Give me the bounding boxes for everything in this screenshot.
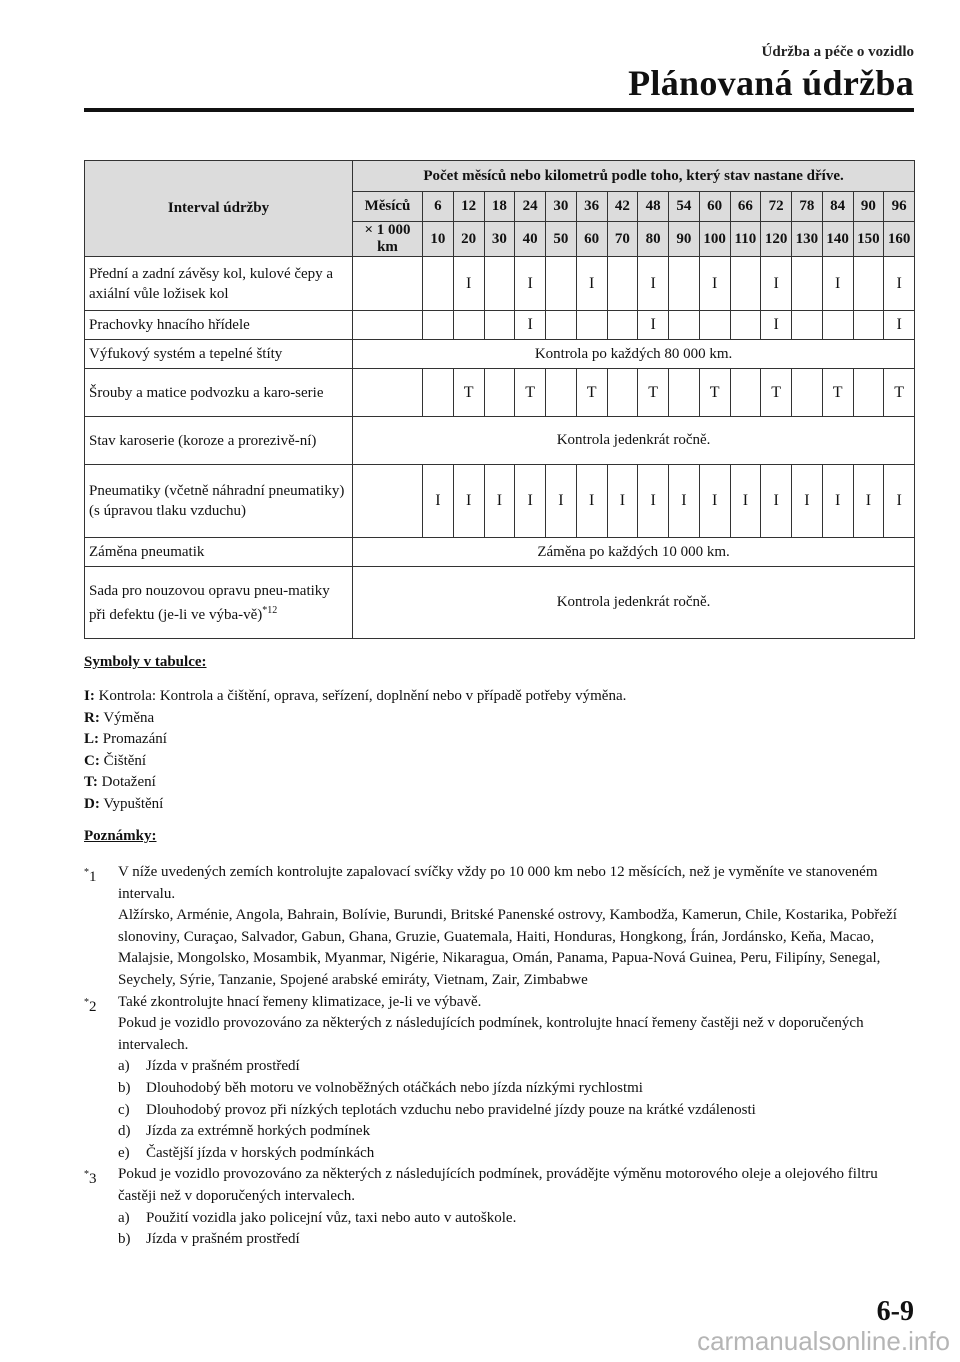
schedule-cell: T (699, 369, 730, 417)
note-mark: * (84, 996, 89, 1008)
note-paragraph: Pokud je vozidlo provozováno za některých z následujících podmínek, provádějte výměnu motorového oleje a olejového filtru častěji než v doporučených intervalech. (118, 1166, 878, 1204)
schedule-cell (546, 369, 577, 417)
month-col-header: 78 (792, 192, 823, 222)
schedule-cell: T (884, 369, 915, 417)
schedule-cell (423, 311, 454, 340)
symbols-list (84, 686, 626, 815)
schedule-cell (546, 257, 577, 311)
schedule-cell: T (761, 369, 792, 417)
schedule-cell: I (423, 465, 454, 538)
schedule-cell (730, 311, 761, 340)
table-row (85, 465, 915, 538)
row-label-text: Přední a zadní závěsy kol, kulové čepy a axiální vůle ložisek kol (89, 265, 334, 302)
row-label-text: Šrouby a matice podvozku a karo-serie (89, 384, 324, 401)
symbol-text: Čištění (103, 752, 147, 769)
schedule-cell (822, 311, 853, 340)
schedule-cell (730, 369, 761, 417)
note-sub-item (118, 1100, 914, 1122)
page-title: Plánovaná údržba (628, 63, 914, 103)
schedule-cell: I (453, 465, 484, 538)
schedule-cell (607, 257, 638, 311)
note-num-text: 3 (89, 1171, 97, 1188)
month-col-header: 54 (669, 192, 700, 222)
symbol-code: L: (84, 731, 99, 747)
km-col-header: 150 (853, 222, 884, 257)
schedule-cell: T (576, 369, 607, 417)
table-row (85, 417, 915, 465)
schedule-cell (423, 257, 454, 311)
sub-letter: b) (118, 1079, 131, 1096)
schedule-cell: I (761, 257, 792, 311)
watermark: carmanualsonline.info (697, 1326, 950, 1356)
month-col-header: 30 (546, 192, 577, 222)
months-label: Měsíců (353, 192, 423, 222)
note-mark: * (84, 867, 89, 878)
km-col-header: 30 (484, 222, 515, 257)
schedule-cell: I (638, 311, 669, 340)
symbol-text: Dotažení (101, 774, 156, 790)
schedule-cell: I (730, 465, 761, 538)
schedule-cell (669, 257, 700, 311)
row-label-text: Sada pro nouzovou opravu pneu-matiky při defektu (je-li ve výba-vě) (89, 582, 330, 623)
month-col-header: 48 (638, 192, 669, 222)
maintenance-schedule-table (84, 160, 915, 639)
sub-letter: d) (118, 1123, 131, 1140)
month-col-header: 90 (853, 192, 884, 222)
row-empty-cell (353, 465, 423, 538)
sub-letter: a) (118, 1209, 130, 1226)
note-number (84, 992, 97, 1019)
row-label (85, 465, 353, 538)
note-sub-item (118, 1143, 914, 1165)
row-empty-cell (353, 311, 423, 340)
schedule-cell (853, 369, 884, 417)
notes-title: Poznámky: (84, 828, 157, 844)
sub-text: Dlouhodobý běh motoru ve volnoběžných otáčkách nebo jízda nízkými rychlostmi (146, 1079, 643, 1096)
sub-text: Jízda v prašném prostředí (146, 1231, 300, 1248)
schedule-cell: T (515, 369, 546, 417)
sub-letter: e) (118, 1144, 130, 1161)
schedule-cell: I (699, 257, 730, 311)
note-item (84, 992, 914, 1165)
schedule-cell (792, 311, 823, 340)
month-col-header: 60 (699, 192, 730, 222)
schedule-cell (607, 311, 638, 340)
schedule-cell: T (822, 369, 853, 417)
schedule-cell: I (699, 465, 730, 538)
table-row (85, 257, 915, 311)
month-col-header: 36 (576, 192, 607, 222)
symbols-title: Symboly v tabulce: (84, 654, 207, 670)
km-col-header: 100 (699, 222, 730, 257)
symbol-text: Výměna (103, 709, 155, 726)
month-col-header: 12 (453, 192, 484, 222)
km-col-header: 110 (730, 222, 761, 257)
row-label (85, 340, 353, 369)
table-row (85, 340, 915, 369)
note-sub-item (118, 1056, 914, 1078)
note-paragraph: Alžírsko, Arménie, Angola, Bahrain, Bolívie, Burundi, Britské Panenské ostrovy, Kambodža, Kamerun, Chile, Kostarika, Pobřeží slonoviny, Curaçao, Salvador, Gabun, Ghana, Gruzie, Guatemala, Haiti, Honduras, Hongkong, Írán, Jordánsko, Keňa, Macao, Malajsie, Mongolsko, Mosambik, Myanmar, Nigérie, Nikaragua, Omán, Panama, Papua-Nová Guinea, Peru, Filipíny, Senegal, Seychely, Sýrie, Tanzanie, Spojené arabské emiráty, Vietnam, Zair, Zimbabwe (118, 907, 897, 988)
schedule-cell: I (576, 257, 607, 311)
row-label-text: Výfukový systém a tepelné štíty (89, 346, 283, 362)
note-sub-item (118, 1208, 914, 1230)
schedule-cell (853, 311, 884, 340)
row-span-text: Kontrola po každých 80 000 km. (353, 340, 915, 369)
sub-text: Jízda za extrémně horkých podmínek (146, 1123, 371, 1140)
symbol-item (84, 772, 626, 794)
schedule-cell (484, 311, 515, 340)
row-label (85, 538, 353, 567)
header-rule (84, 108, 914, 112)
symbol-code: T: (84, 774, 98, 790)
symbol-item (84, 708, 626, 730)
page-number: 6-9 (876, 1296, 914, 1327)
month-col-header: 66 (730, 192, 761, 222)
row-label-text: Pneumatiky (včetně náhradní pneumatiky) (s úpravou tlaku vzduchu) (89, 483, 345, 519)
month-col-header: 6 (423, 192, 454, 222)
note-item (84, 1164, 914, 1250)
schedule-cell: T (638, 369, 669, 417)
row-label-text: Prachovky hnacího hřídele (89, 317, 250, 333)
note-num-text: 2 (89, 998, 97, 1015)
schedule-cell: I (884, 257, 915, 311)
km-col-header: 20 (453, 222, 484, 257)
schedule-cell: I (669, 465, 700, 538)
km-col-header: 40 (515, 222, 546, 257)
schedule-cell: I (884, 465, 915, 538)
symbol-item (84, 729, 626, 751)
symbol-item (84, 686, 626, 708)
row-label (85, 257, 353, 311)
table-row (85, 311, 915, 340)
sub-letter: a) (118, 1058, 130, 1075)
symbol-code: R: (84, 709, 100, 726)
row-label-footnote: *12 (262, 604, 278, 616)
row-label-text: Stav karoserie (koroze a prorezivě-ní) (89, 432, 317, 449)
note-sub-item (118, 1078, 914, 1100)
sub-text: Jízda v prašném prostředí (146, 1058, 300, 1075)
schedule-cell (669, 369, 700, 417)
symbol-item (84, 794, 626, 816)
km-col-header: 90 (669, 222, 700, 257)
sub-letter: b) (118, 1231, 131, 1248)
sub-text: Dlouhodobý provoz při nízkých teplotách vzduchu nebo pravidelné jízdy pouze na krátké vzdálenosti (146, 1101, 756, 1118)
table-row (85, 567, 915, 639)
note-num-text: 1 (89, 869, 97, 885)
note-number (84, 862, 97, 889)
km-col-header: 80 (638, 222, 669, 257)
schedule-cell (607, 369, 638, 417)
note-sub-item (118, 1121, 914, 1143)
span-header: Počet měsíců nebo kilometrů podle toho, který stav nastane dříve. (353, 161, 915, 192)
schedule-cell (484, 257, 515, 311)
row-empty-cell (353, 257, 423, 311)
km-col-header: 50 (546, 222, 577, 257)
schedule-cell: I (792, 465, 823, 538)
note-number (84, 1164, 97, 1191)
month-col-header: 18 (484, 192, 515, 222)
row-label (85, 369, 353, 417)
sub-text: Častější jízda v horských podmínkách (146, 1144, 375, 1161)
note-item (84, 862, 914, 992)
schedule-cell: I (576, 465, 607, 538)
schedule-cell: I (515, 465, 546, 538)
schedule-cell: I (453, 257, 484, 311)
km-col-header: 140 (822, 222, 853, 257)
row-label-text: Záměna pneumatik (89, 544, 205, 560)
row-label (85, 311, 353, 340)
km-col-header: 70 (607, 222, 638, 257)
sub-letter: c) (118, 1101, 130, 1118)
sub-text: Použití vozidla jako policejní vůz, taxi nebo auto v autoškole. (146, 1209, 517, 1226)
km-col-header: 130 (792, 222, 823, 257)
km-col-header: 10 (423, 222, 454, 257)
km-col-header: 60 (576, 222, 607, 257)
month-col-header: 42 (607, 192, 638, 222)
note-mark: * (84, 1169, 89, 1181)
schedule-cell: I (546, 465, 577, 538)
schedule-cell: I (822, 465, 853, 538)
symbol-text: Vypuštění (103, 795, 164, 812)
notes-list (84, 862, 914, 1251)
symbol-code: C: (84, 752, 100, 769)
schedule-cell (576, 311, 607, 340)
schedule-cell (669, 311, 700, 340)
month-col-header: 84 (822, 192, 853, 222)
month-col-header: 72 (761, 192, 792, 222)
schedule-cell (423, 369, 454, 417)
row-empty-cell (353, 369, 423, 417)
schedule-cell: I (638, 465, 669, 538)
note-paragraph: Pokud je vozidlo provozováno za některých z následujících podmínek, kontrolujte hnací řemeny častěji než v doporučených intervalech. (118, 1015, 864, 1053)
schedule-cell: T (453, 369, 484, 417)
month-col-header: 24 (515, 192, 546, 222)
schedule-cell (546, 311, 577, 340)
schedule-cell: I (484, 465, 515, 538)
schedule-cell (453, 311, 484, 340)
km-label: × 1 000 km (353, 222, 423, 257)
symbol-text: Promazání (102, 731, 167, 747)
schedule-cell (792, 257, 823, 311)
table-row (85, 538, 915, 567)
table-row (85, 369, 915, 417)
schedule-cell: I (853, 465, 884, 538)
schedule-cell: I (761, 311, 792, 340)
schedule-cell (792, 369, 823, 417)
row-label (85, 567, 353, 639)
schedule-cell (699, 311, 730, 340)
schedule-cell: I (884, 311, 915, 340)
row-label (85, 417, 353, 465)
symbol-item (84, 751, 626, 773)
schedule-cell (730, 257, 761, 311)
symbol-code: D: (84, 795, 100, 812)
schedule-cell: I (607, 465, 638, 538)
km-col-header: 160 (884, 222, 915, 257)
schedule-cell: I (761, 465, 792, 538)
schedule-cell: I (515, 311, 546, 340)
symbol-code: I: (84, 688, 95, 704)
note-paragraph: Také zkontrolujte hnací řemeny klimatizace, je-li ve výbavě. (118, 993, 482, 1010)
schedule-cell: I (515, 257, 546, 311)
row-span-text: Záměna po každých 10 000 km. (353, 538, 915, 567)
schedule-cell (484, 369, 515, 417)
schedule-cell: I (822, 257, 853, 311)
schedule-cell: I (638, 257, 669, 311)
row-span-text: Kontrola jedenkrát ročně. (353, 567, 915, 639)
symbol-text: Kontrola: Kontrola a čištění, oprava, seřízení, doplnění nebo v případě potřeby výměna. (98, 688, 627, 704)
month-col-header: 96 (884, 192, 915, 222)
section-header: Údržba a péče o vozidlo (761, 44, 914, 60)
note-sub-item (118, 1229, 914, 1251)
interval-header: Interval údržby (85, 161, 353, 257)
row-span-text: Kontrola jedenkrát ročně. (353, 417, 915, 465)
note-paragraph: V níže uvedených zemích kontrolujte zapalovací svíčky vždy po 10 000 km nebo 12 měsících, než je vyměníte ve stanoveném intervalu. (118, 864, 878, 902)
schedule-cell (853, 257, 884, 311)
km-col-header: 120 (761, 222, 792, 257)
